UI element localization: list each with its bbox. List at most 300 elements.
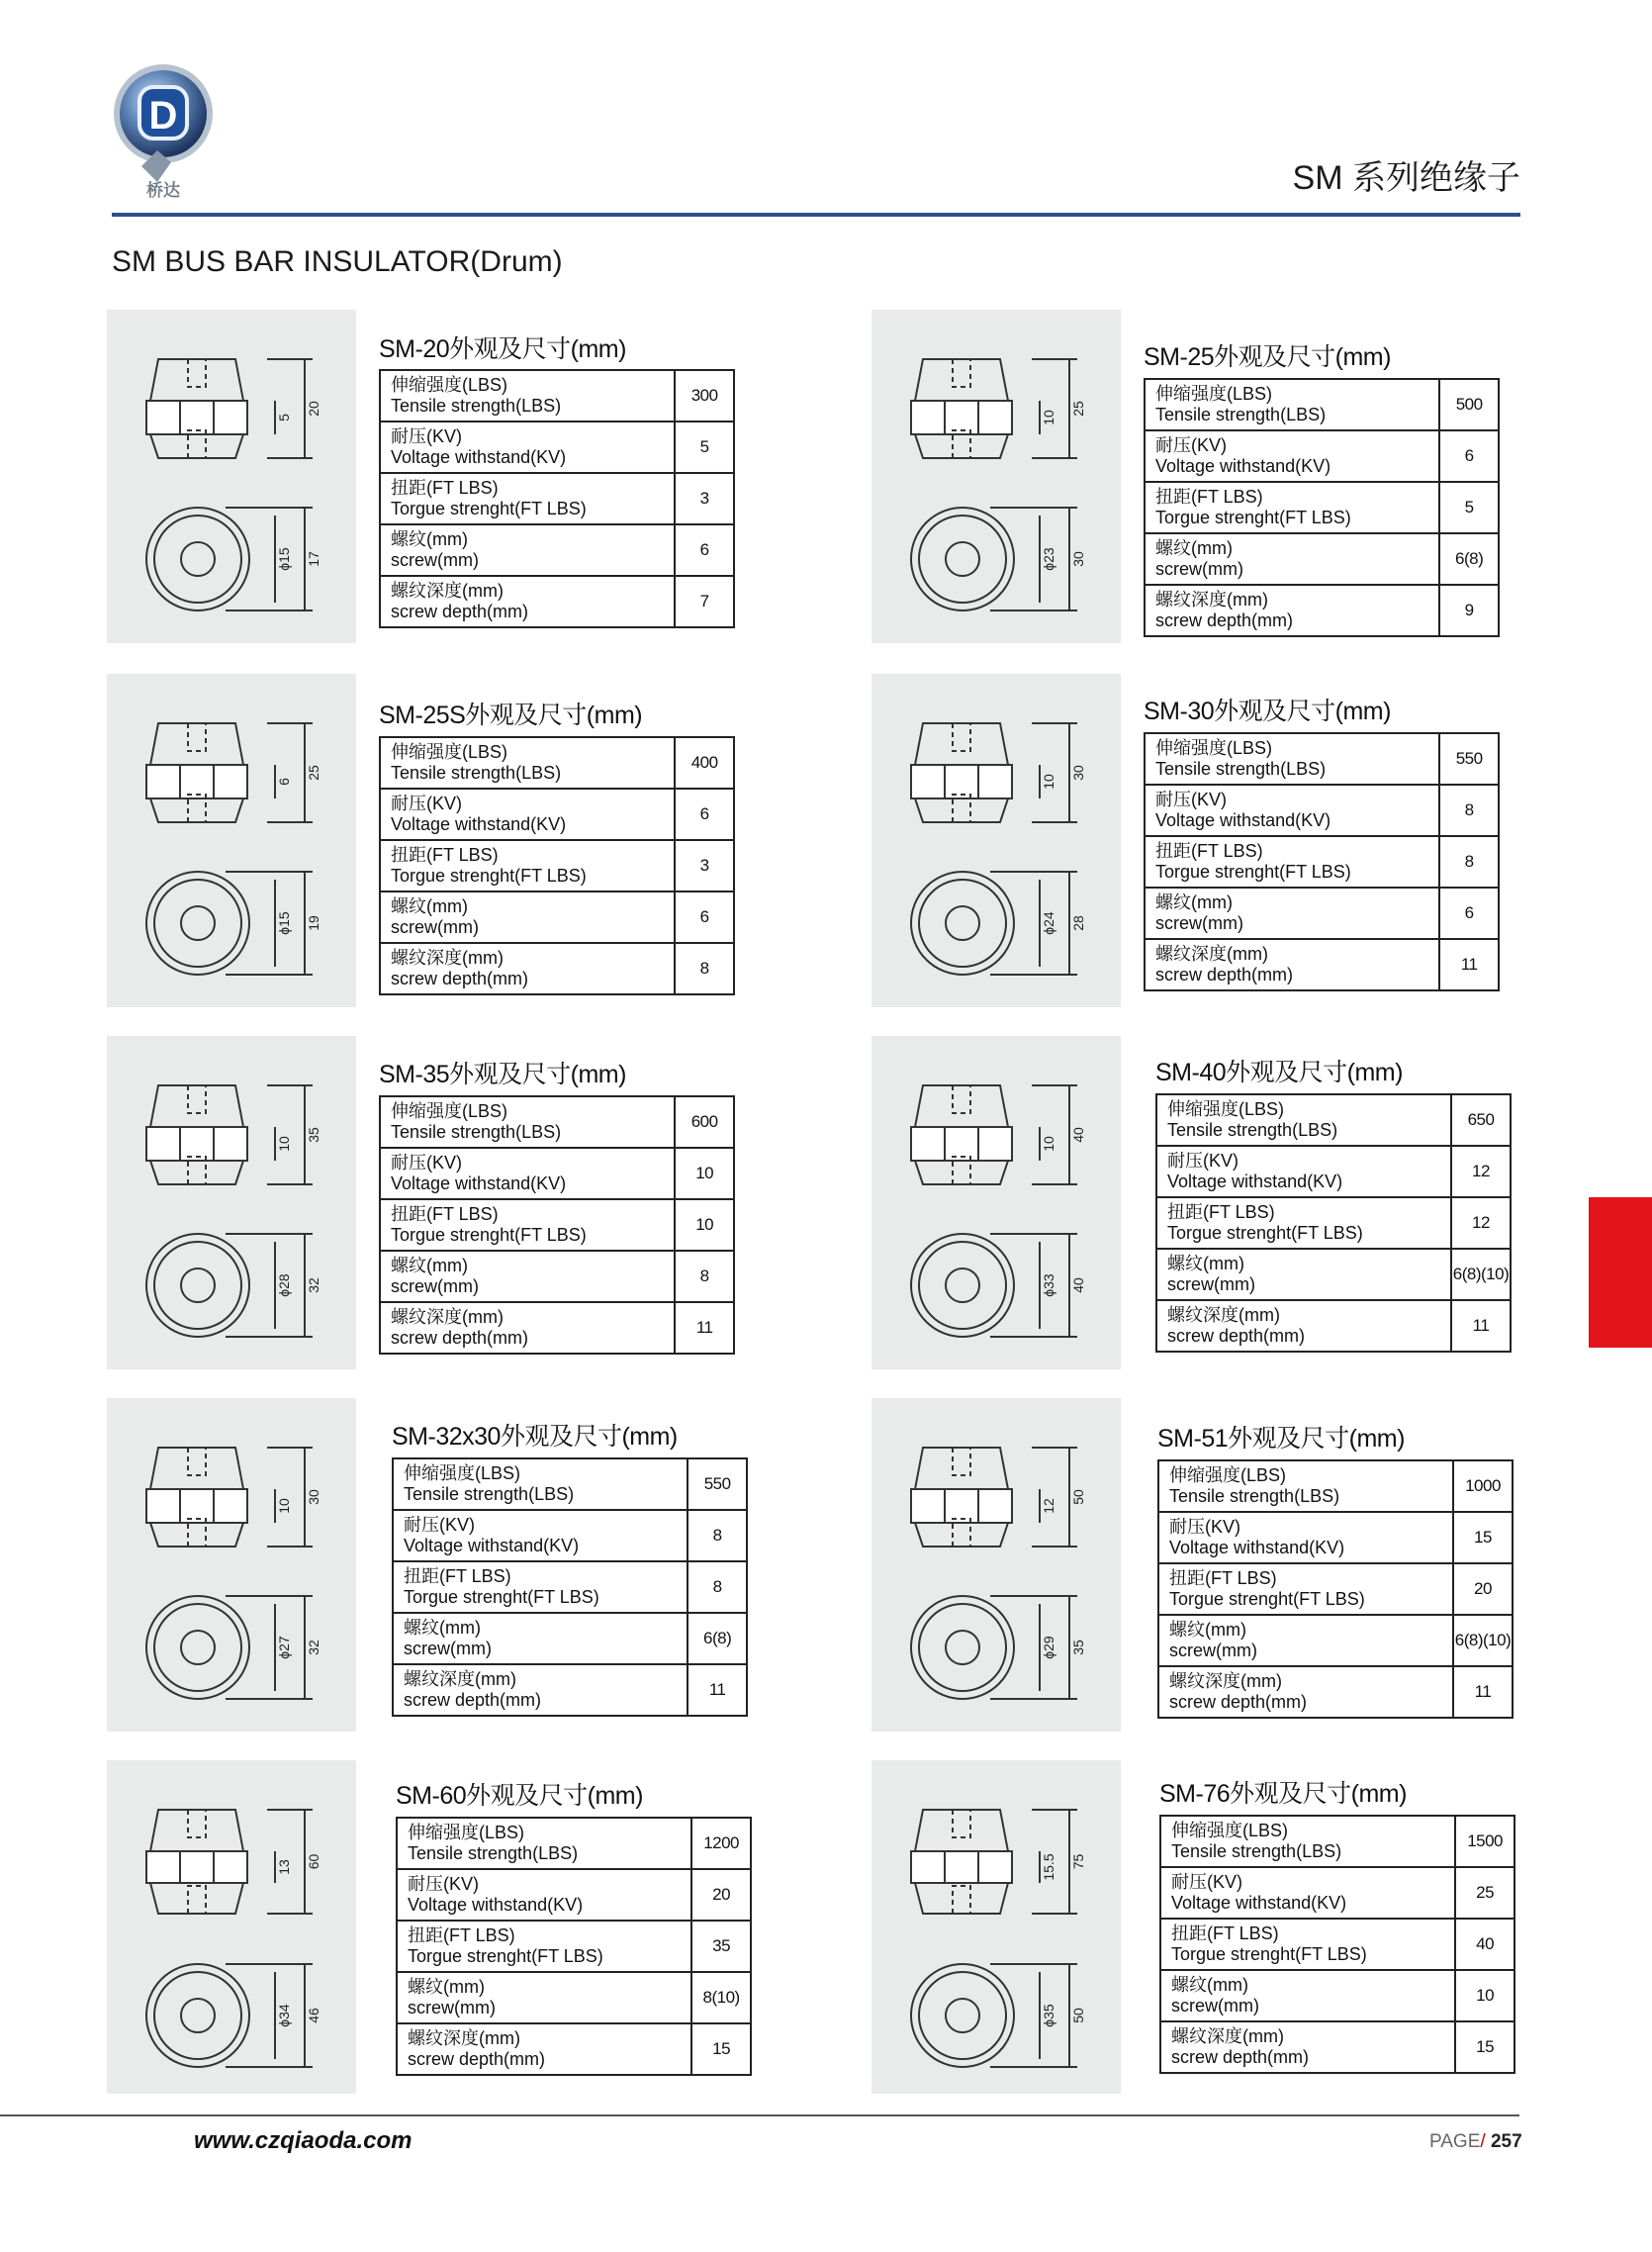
screw-hole-top [953,723,970,751]
spec-row-torque [380,840,734,891]
spec-label-en: Torgue strenght(FT LBS) [404,1587,599,1607]
spec-value-voltage: 12 [1451,1146,1511,1197]
spec-label [397,1869,691,1921]
spec-label-en: screw depth(mm) [391,969,529,988]
spec-value-depth: 11 [1453,1666,1513,1718]
spec-label [1158,1563,1453,1615]
spec-row-torque [1145,836,1499,888]
spec-row-tensile [1156,1094,1511,1146]
spec-value-depth: 11 [1439,939,1499,990]
spec-row-depth [1158,1666,1513,1718]
spec-label-en: screw depth(mm) [1171,2047,1310,2067]
spec-row-depth [393,1664,747,1716]
spec-label-cn: 扭距(FT LBS) [391,1204,499,1225]
spec-label [380,422,675,473]
dim-height: 60 [306,1853,321,1870]
spec-value-depth: 7 [675,576,734,627]
spec-label [393,1664,688,1716]
spec-label-cn: 伸缩强度(LBS) [391,1101,508,1122]
product-title: SM-76外观及尺寸(mm) [1159,1780,1407,1808]
spec-row-tensile [380,1096,734,1148]
spec-row-screw [1160,1970,1514,2021]
spec-value-depth: 15 [1455,2021,1514,2073]
spec-value-depth: 8 [675,943,734,994]
website-url: www.czqiaoda.com [194,2127,413,2154]
logo-subtext: 桥达 [146,181,180,201]
spec-label [1160,1919,1455,1970]
section-tab-marker [1589,1197,1652,1348]
spec-label-cn: 扭距(FT LBS) [404,1566,511,1587]
insulator-top-view [146,1964,249,2067]
spec-label [1156,1094,1451,1146]
spec-label-en: screw depth(mm) [1169,1692,1308,1712]
dim-inner-diameter: ϕ33 [1041,1273,1056,1297]
spec-label-cn: 扭距(FT LBS) [1155,487,1263,508]
insulator-drawing [107,1036,356,1369]
spec-label-en: Tensile strength(LBS) [391,1122,562,1142]
spec-label-cn: 螺纹(mm) [1171,1975,1248,1996]
insulator-drawing [872,1036,1121,1369]
spec-label-cn: 耐压(KV) [1171,1872,1242,1893]
spec-label [380,370,675,422]
spec-label [380,891,675,943]
spec-label-en: Torgue strenght(FT LBS) [408,1946,603,1966]
spec-value-screw: 8(10) [691,1972,751,2023]
spec-label-cn: 伸缩强度(LBS) [391,375,508,396]
spec-row-tensile [1158,1460,1513,1512]
spec-row-voltage [1156,1146,1511,1197]
spec-label [380,1251,675,1302]
spec-label-en: Tensile strength(LBS) [1169,1486,1340,1506]
spec-label-en: screw depth(mm) [408,2049,546,2069]
spec-row-screw [380,891,734,943]
product-title: SM-30外观及尺寸(mm) [1144,698,1391,725]
spec-label [1160,1970,1455,2021]
spec-value-screw: 6(8)(10) [1453,1615,1513,1666]
spec-row-voltage [380,1148,734,1199]
spec-label [1145,733,1439,785]
spec-table [1144,732,1500,991]
spec-label [1158,1666,1453,1718]
dim-height: 30 [1070,765,1086,781]
spec-label-cn: 扭距(FT LBS) [1171,1924,1279,1944]
screw-hole-top [188,723,206,751]
dim-outer: 19 [306,915,321,931]
dim-height: 25 [306,765,321,781]
spec-label-en: screw(mm) [408,1998,496,2017]
insulator-drawing [107,1760,356,2094]
screw-hole-bottom [953,1886,970,1914]
figure-panel [872,310,1121,643]
spec-value-screw: 6 [675,891,734,943]
spec-label-en: Voltage withstand(KV) [391,447,567,467]
spec-row-tensile [380,370,734,422]
dim-inner-diameter: ϕ35 [1041,2004,1056,2027]
spec-value-screw: 8 [675,1251,734,1302]
spec-row-screw [1145,533,1499,585]
spec-value-depth: 11 [688,1664,747,1716]
dim-middle: 10 [276,1498,292,1514]
insulator-top-view [146,1234,249,1337]
spec-label-cn: 伸缩强度(LBS) [391,742,508,763]
spec-label-en: screw(mm) [1155,559,1243,579]
spec-label-cn: 螺纹(mm) [391,1256,468,1276]
spec-row-torque [380,1199,734,1251]
spec-row-depth [1145,585,1499,636]
spec-value-torque: 3 [675,473,734,524]
insulator-drawing [872,1398,1121,1732]
insulator-top-view [911,1596,1014,1699]
spec-row-depth [1160,2021,1514,2073]
spec-label [393,1458,688,1510]
dim-middle: 5 [276,414,292,422]
screw-hole-top [188,1810,206,1837]
spec-table [1144,378,1500,637]
spec-row-tensile [1145,733,1499,785]
spec-row-torque [380,473,734,524]
spec-label-en: Torgue strenght(FT LBS) [391,866,587,886]
spec-label [380,1302,675,1354]
dim-outer: 30 [1070,551,1086,567]
spec-table [392,1457,748,1717]
dim-middle: 10 [1041,1136,1056,1152]
screw-hole-top [188,1085,206,1113]
dim-outer: 17 [306,551,321,567]
spec-label [1158,1460,1453,1512]
spec-value-voltage: 25 [1455,1867,1514,1919]
product-title: SM-35外观及尺寸(mm) [379,1061,626,1088]
spec-label-cn: 扭距(FT LBS) [1167,1202,1275,1223]
spec-label-en: screw depth(mm) [1155,965,1294,985]
logo-letter: D [148,94,178,138]
dim-middle: 10 [1041,410,1056,425]
spec-row-voltage [380,422,734,473]
spec-row-tensile [393,1458,747,1510]
insulator-drawing [872,310,1121,643]
product-title: SM-40外观及尺寸(mm) [1155,1059,1403,1086]
dim-middle: 15.5 [1041,1853,1056,1881]
spec-row-voltage [380,789,734,840]
spec-value-depth: 9 [1439,585,1499,636]
spec-row-screw [1145,888,1499,939]
spec-row-depth [1145,939,1499,990]
spec-row-screw [393,1613,747,1664]
dim-height: 20 [306,401,321,417]
spec-label [1145,785,1439,836]
spec-label-en: Tensile strength(LBS) [1155,759,1327,779]
spec-label-cn: 扭距(FT LBS) [391,845,499,866]
dim-outer: 50 [1070,2008,1086,2023]
dim-inner-diameter: ϕ28 [276,1273,292,1297]
spec-label-en: screw(mm) [1169,1641,1257,1660]
spec-label-cn: 螺纹深度(mm) [391,948,504,969]
spec-value-tensile: 600 [675,1096,734,1148]
insulator-top-view [911,872,1014,975]
spec-label-en: screw depth(mm) [404,1690,542,1710]
spec-value-screw: 6(8)(10) [1451,1249,1511,1300]
spec-label-cn: 伸缩强度(LBS) [1167,1099,1285,1120]
spec-label-cn: 螺纹深度(mm) [404,1669,516,1690]
spec-row-torque [1156,1197,1511,1249]
spec-label [1145,888,1439,939]
spec-label-en: Torgue strenght(FT LBS) [1167,1223,1363,1243]
spec-label-cn: 螺纹(mm) [1167,1254,1244,1274]
spec-value-tensile: 400 [675,737,734,789]
product-title: SM-20外观及尺寸(mm) [379,335,626,363]
spec-label-cn: 螺纹(mm) [391,896,468,917]
spec-label-cn: 耐压(KV) [391,426,462,447]
spec-label-en: screw(mm) [1155,913,1243,933]
company-logo [112,59,221,203]
page-number-value: 257 [1490,2131,1522,2152]
spec-value-screw: 6(8) [1439,533,1499,585]
spec-label [393,1613,688,1664]
spec-row-voltage [1145,430,1499,482]
spec-label-en: screw depth(mm) [1167,1326,1306,1346]
spec-label-cn: 螺纹(mm) [408,1977,485,1998]
spec-label [1145,836,1439,888]
insulator-drawing [107,310,356,643]
spec-label [1158,1615,1453,1666]
hex-band [146,1489,247,1523]
spec-label [1156,1146,1451,1197]
dim-outer: 28 [1070,915,1086,931]
spec-label [1156,1249,1451,1300]
spec-row-voltage [397,1869,751,1921]
page-label: PAGE [1429,2131,1481,2152]
spec-label-en: Voltage withstand(KV) [1155,456,1331,476]
dim-outer: 46 [306,2008,321,2023]
spec-label-en: Tensile strength(LBS) [391,763,562,783]
spec-label-en: Tensile strength(LBS) [391,396,562,416]
spec-label-en: Torgue strenght(FT LBS) [391,1225,587,1245]
spec-row-tensile [1145,379,1499,430]
spec-label-en: screw(mm) [391,1276,479,1296]
dim-outer: 32 [306,1640,321,1655]
product-title: SM-25外观及尺寸(mm) [1144,343,1391,371]
header-divider [112,213,1520,217]
spec-label [380,576,675,627]
dim-inner-diameter: ϕ15 [276,911,292,935]
spec-row-torque [393,1561,747,1613]
spec-label-cn: 螺纹深度(mm) [1171,2026,1284,2047]
dim-outer: 32 [306,1277,321,1293]
spec-value-torque: 5 [1439,482,1499,533]
hex-band [911,1851,1012,1883]
spec-label-cn: 伸缩强度(LBS) [1155,738,1273,759]
spec-label-en: screw(mm) [1167,1274,1255,1294]
spec-label-cn: 螺纹(mm) [1155,892,1233,913]
spec-label-en: Voltage withstand(KV) [1155,810,1331,830]
spec-label [397,1818,691,1869]
screw-hole-top [953,1810,970,1837]
spec-label-en: screw depth(mm) [391,602,529,621]
hex-band [911,1489,1012,1523]
dim-inner-diameter: ϕ27 [276,1636,292,1659]
spec-label [380,1199,675,1251]
spec-value-tensile: 500 [1439,379,1499,430]
dim-middle: 12 [1041,1498,1056,1514]
spec-label-en: screw(mm) [1171,1996,1259,2016]
spec-row-tensile [380,737,734,789]
spec-value-tensile: 1000 [1453,1460,1513,1512]
spec-label-cn: 耐压(KV) [1155,790,1227,810]
spec-label-cn: 螺纹深度(mm) [1167,1305,1280,1326]
spec-label [1145,430,1439,482]
spec-label [380,473,675,524]
spec-label [397,1921,691,1972]
spec-value-voltage: 20 [691,1869,751,1921]
spec-value-torque: 3 [675,840,734,891]
dim-outer: 40 [1070,1277,1086,1293]
spec-value-screw: 6(8) [688,1613,747,1664]
spec-value-screw: 6 [675,524,734,576]
spec-table [1157,1459,1514,1719]
spec-label [397,2023,691,2075]
spec-value-tensile: 650 [1451,1094,1511,1146]
spec-label [1158,1512,1453,1563]
figure-panel [872,1036,1121,1369]
spec-label-en: Voltage withstand(KV) [1171,1893,1347,1913]
spec-label-cn: 螺纹(mm) [1169,1620,1246,1641]
spec-label-cn: 螺纹深度(mm) [1155,590,1268,610]
product-title: SM-60外观及尺寸(mm) [396,1782,643,1810]
figure-panel [872,1760,1121,2094]
spec-label [1160,1816,1455,1867]
spec-label [1145,379,1439,430]
spec-value-torque: 8 [1439,836,1499,888]
spec-row-depth [380,943,734,994]
spec-label [380,1148,675,1199]
product-title: SM-25S外观及尺寸(mm) [379,702,643,729]
spec-row-depth [397,2023,751,2075]
spec-label-en: screw depth(mm) [391,1328,529,1348]
dim-middle: 10 [276,1136,292,1152]
spec-row-torque [1145,482,1499,533]
figure-panel [107,1036,356,1369]
spec-value-tensile: 1200 [691,1818,751,1869]
spec-label [380,840,675,891]
spec-label-en: screw depth(mm) [1155,610,1294,630]
spec-label-en: Voltage withstand(KV) [404,1536,580,1555]
spec-table [1159,1815,1515,2074]
screw-hole-top [953,1448,970,1475]
spec-row-depth [380,576,734,627]
figure-panel [107,310,356,643]
spec-row-torque [397,1921,751,1972]
spec-label-en: screw(mm) [391,550,479,570]
dim-height: 25 [1070,401,1086,417]
spec-label-cn: 螺纹深度(mm) [1169,1671,1282,1692]
spec-row-depth [380,1302,734,1354]
spec-label [1145,482,1439,533]
spec-table [379,1095,735,1355]
spec-label-cn: 扭距(FT LBS) [1169,1568,1277,1589]
spec-label-cn: 伸缩强度(LBS) [1169,1465,1287,1486]
dim-inner-diameter: ϕ24 [1041,911,1056,935]
spec-label-en: Tensile strength(LBS) [404,1484,575,1504]
spec-value-depth: 15 [691,2023,751,2075]
dim-height: 30 [306,1489,321,1505]
series-title: SM 系列绝缘子 [1292,159,1520,197]
spec-label-cn: 耐压(KV) [408,1874,479,1895]
insulator-drawing [107,1398,356,1732]
spec-value-voltage: 5 [675,422,734,473]
spec-value-voltage: 6 [1439,430,1499,482]
dim-inner-diameter: ϕ23 [1041,547,1056,571]
insulator-top-view [911,508,1014,610]
spec-table [396,1817,752,2076]
spec-label-en: Voltage withstand(KV) [391,1173,567,1193]
screw-hole-top [188,359,206,387]
spec-label [380,737,675,789]
spec-label-en: Voltage withstand(KV) [1169,1538,1345,1557]
spec-label-cn: 螺纹深度(mm) [391,581,504,602]
spec-table [379,736,735,995]
dim-inner-diameter: ϕ15 [276,547,292,571]
dim-inner-diameter: ϕ29 [1041,1636,1056,1659]
spec-label-en: Voltage withstand(KV) [1167,1172,1343,1191]
spec-label-cn: 耐压(KV) [1155,435,1227,456]
hex-band [146,401,247,434]
spec-label-cn: 螺纹深度(mm) [391,1307,504,1328]
spec-value-tensile: 550 [1439,733,1499,785]
hex-band [146,765,247,798]
dim-inner-diameter: ϕ34 [276,2004,292,2027]
spec-label-cn: 螺纹(mm) [1155,538,1233,559]
spec-row-tensile [397,1818,751,1869]
spec-row-depth [1156,1300,1511,1352]
spec-label-en: Voltage withstand(KV) [391,814,567,834]
dim-height: 75 [1070,1853,1086,1870]
insulator-top-view [146,1596,249,1699]
spec-label [1160,1867,1455,1919]
product-title: SM-51外观及尺寸(mm) [1157,1425,1405,1453]
section-title: SM BUS BAR INSULATOR(Drum) [112,245,563,278]
spec-label-en: screw(mm) [404,1639,492,1658]
spec-label [1156,1197,1451,1249]
spec-value-torque: 10 [675,1199,734,1251]
hex-band [146,1851,247,1883]
spec-label-cn: 伸缩强度(LBS) [1171,1821,1289,1841]
dim-height: 35 [306,1127,321,1143]
spec-label [380,524,675,576]
spec-row-tensile [1160,1816,1514,1867]
spec-value-tensile: 1500 [1455,1816,1514,1867]
spec-label-en: Tensile strength(LBS) [1171,1841,1342,1861]
spec-value-torque: 20 [1453,1563,1513,1615]
spec-label-cn: 螺纹(mm) [391,529,468,550]
spec-label-en: Torgue strenght(FT LBS) [391,499,587,518]
figure-panel [872,1398,1121,1732]
spec-label-cn: 伸缩强度(LBS) [1155,384,1273,405]
spec-label [397,1972,691,2023]
spec-row-screw [380,524,734,576]
screw-hole-top [953,1085,970,1113]
spec-value-tensile: 550 [688,1458,747,1510]
spec-label-en: Voltage withstand(KV) [408,1895,584,1915]
insulator-top-view [911,1234,1014,1337]
dim-middle: 13 [276,1859,292,1875]
hex-band [911,401,1012,434]
figure-panel [107,1398,356,1732]
product-title: SM-32x30外观及尺寸(mm) [392,1423,678,1451]
spec-row-screw [380,1251,734,1302]
spec-value-torque: 35 [691,1921,751,1972]
page-number [1429,2131,1522,2153]
spec-label [380,943,675,994]
spec-row-voltage [1160,1867,1514,1919]
